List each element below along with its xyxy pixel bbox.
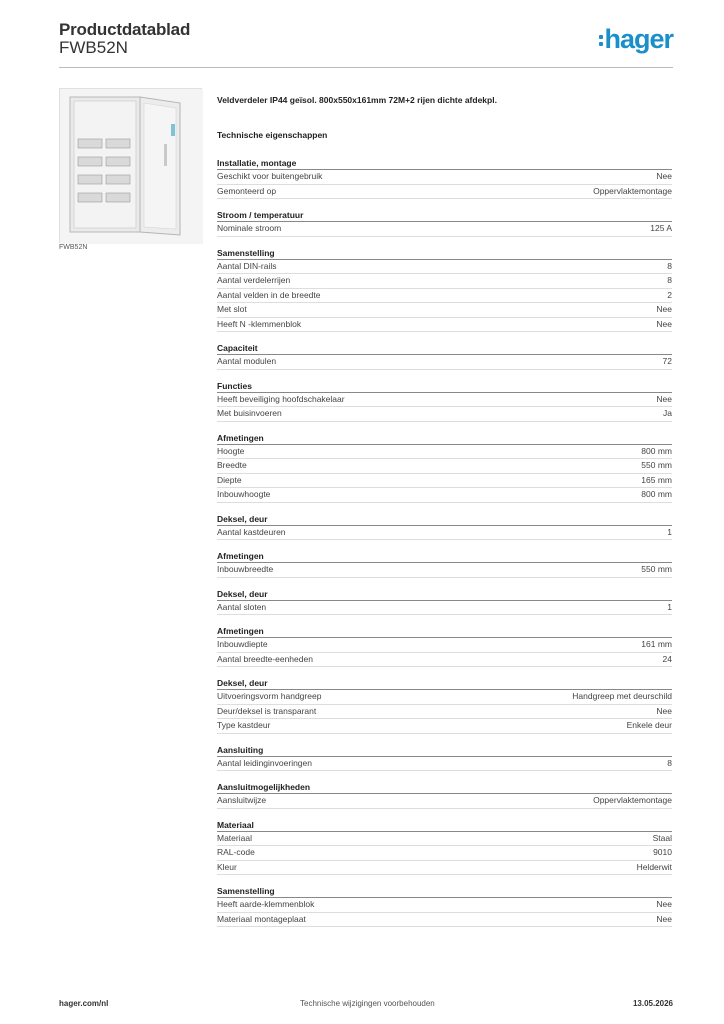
section-title: Functies <box>217 380 672 393</box>
spec-row <box>217 563 672 578</box>
spec-row <box>217 846 672 861</box>
tech-properties-heading: Technische eigenschappen <box>217 130 328 140</box>
spec-label: Aantal DIN-rails <box>217 260 277 271</box>
spec-label: Inbouwdiepte <box>217 639 268 649</box>
spec-section <box>217 625 672 667</box>
section-title: Deksel, deur <box>217 677 672 690</box>
spec-label: Uitvoeringsvorm handgreep <box>217 691 322 701</box>
spec-label: Materiaal <box>217 832 252 843</box>
spec-value: Ja <box>663 408 672 418</box>
spec-row <box>217 832 672 847</box>
spec-value: 161 mm <box>641 639 672 649</box>
footer-date: 13.05.2026 <box>632 999 673 1008</box>
spec-row <box>217 861 672 876</box>
spec-value: Enkele deur <box>626 720 672 730</box>
spec-section <box>217 342 672 370</box>
spec-value: 8 <box>667 757 672 768</box>
product-description: Veldverdeler IP44 geïsol. 800x550x161mm 72M+2 rijen dichte afdekpl. <box>217 95 497 105</box>
spec-row <box>217 705 672 720</box>
spec-label: Heeft beveiliging hoofdschakelaar <box>217 393 345 404</box>
section-title: Afmetingen <box>217 625 672 638</box>
spec-label: Deur/deksel is transparant <box>217 705 317 716</box>
spec-row <box>217 526 672 541</box>
section-title: Materiaal <box>217 819 672 832</box>
spec-label: Met slot <box>217 304 247 314</box>
section-title: Samenstelling <box>217 885 672 898</box>
spec-section <box>217 677 672 734</box>
spec-value: 800 mm <box>641 489 672 499</box>
spec-row <box>217 274 672 289</box>
spec-row <box>217 355 672 370</box>
spec-value: Oppervlaktemontage <box>593 185 672 196</box>
spec-sections <box>217 157 672 927</box>
spec-section <box>217 380 672 422</box>
spec-value: 8 <box>667 260 672 271</box>
section-title: Stroom / temperatuur <box>217 209 672 222</box>
spec-section <box>217 744 672 772</box>
spec-row <box>217 913 672 928</box>
logo-colon-icon <box>599 32 603 49</box>
spec-section <box>217 819 672 876</box>
footer-disclaimer: Technische wijzigingen voorbehouden <box>300 999 435 1008</box>
spec-row <box>217 719 672 734</box>
spec-label: Aantal kastdeuren <box>217 526 286 537</box>
spec-row <box>217 898 672 913</box>
spec-value: 9010 <box>653 847 672 857</box>
section-title: Afmetingen <box>217 432 672 445</box>
spec-row <box>217 407 672 422</box>
spec-value: 165 mm <box>641 474 672 485</box>
spec-row <box>217 260 672 275</box>
spec-row <box>217 601 672 616</box>
spec-row <box>217 488 672 503</box>
spec-value: Nee <box>656 899 672 909</box>
spec-value: 24 <box>662 653 672 664</box>
spec-label: Aantal leidinginvoeringen <box>217 757 312 768</box>
spec-section <box>217 588 672 616</box>
section-title: Deksel, deur <box>217 513 672 526</box>
logo-text: hager <box>604 24 673 54</box>
spec-row <box>217 185 672 200</box>
spec-row <box>217 222 672 237</box>
footer-website: hager.com/nl <box>59 999 109 1008</box>
spec-value: Nee <box>656 705 672 716</box>
spec-section <box>217 209 672 237</box>
spec-row <box>217 474 672 489</box>
product-image <box>59 88 202 243</box>
spec-label: Aantal breedte-eenheden <box>217 653 313 664</box>
spec-row <box>217 445 672 460</box>
spec-value: 550 mm <box>641 460 672 470</box>
spec-row <box>217 393 672 408</box>
spec-row <box>217 638 672 653</box>
spec-value: Oppervlaktemontage <box>593 795 672 805</box>
spec-section <box>217 432 672 503</box>
spec-label: Kleur <box>217 861 237 872</box>
spec-section <box>217 781 672 809</box>
spec-label: Materiaal montageplaat <box>217 913 306 924</box>
spec-row <box>217 757 672 772</box>
spec-value: 8 <box>667 275 672 285</box>
spec-row <box>217 794 672 809</box>
spec-label: Aansluitwijze <box>217 795 267 805</box>
spec-value: Nee <box>656 393 672 404</box>
spec-label: Diepte <box>217 474 242 485</box>
spec-value: Handgreep met deurschild <box>572 691 672 701</box>
spec-label: Aantal velden in de breedte <box>217 289 321 300</box>
spec-value: 1 <box>667 601 672 612</box>
spec-row <box>217 653 672 668</box>
spec-label: Hoogte <box>217 445 245 456</box>
spec-label: Type kastdeur <box>217 720 271 730</box>
spec-content <box>217 95 672 937</box>
spec-row <box>217 303 672 318</box>
spec-value: 72 <box>662 356 672 366</box>
page-title: Productdatablad <box>59 20 191 39</box>
section-title: Capaciteit <box>217 342 672 355</box>
section-title: Afmetingen <box>217 550 672 563</box>
spec-label: Inbouwbreedte <box>217 564 274 574</box>
spec-section <box>217 550 672 578</box>
spec-label: Aantal verdelerrijen <box>217 275 291 285</box>
distribution-cabinet-icon <box>60 89 203 244</box>
hager-logo <box>599 26 673 53</box>
spec-row <box>217 170 672 185</box>
spec-value: Nee <box>656 304 672 314</box>
spec-value: 125 A <box>650 223 672 233</box>
section-title: Aansluitmogelijkheden <box>217 781 672 794</box>
spec-section <box>217 885 672 927</box>
spec-value: Helderwit <box>636 861 672 872</box>
spec-value: Nee <box>656 171 672 181</box>
section-title: Deksel, deur <box>217 588 672 601</box>
header-divider <box>59 67 673 68</box>
section-title: Samenstelling <box>217 247 672 260</box>
spec-label: Met buisinvoeren <box>217 408 282 418</box>
section-title: Aansluiting <box>217 744 672 757</box>
spec-label: Aantal modulen <box>217 356 277 366</box>
spec-section <box>217 157 672 199</box>
spec-label: Breedte <box>217 460 247 470</box>
product-code: FWB52N <box>59 38 128 57</box>
spec-label: Heeft aarde-klemmenblok <box>217 899 315 909</box>
spec-value: 2 <box>667 289 672 300</box>
spec-value: 1 <box>667 526 672 537</box>
spec-section <box>217 247 672 333</box>
spec-value: 550 mm <box>641 564 672 574</box>
spec-label: Nominale stroom <box>217 223 282 233</box>
spec-value: Nee <box>656 913 672 924</box>
spec-label: Inbouwhoogte <box>217 489 271 499</box>
image-caption: FWB52N <box>59 244 88 251</box>
spec-label: Aantal sloten <box>217 601 267 612</box>
spec-value: 800 mm <box>641 445 672 456</box>
spec-label: Heeft N -klemmenblok <box>217 318 302 329</box>
spec-section <box>217 513 672 541</box>
spec-row <box>217 289 672 304</box>
spec-row <box>217 690 672 705</box>
spec-label: RAL-code <box>217 847 255 857</box>
spec-label: Gemonteerd op <box>217 185 277 196</box>
spec-row <box>217 318 672 333</box>
section-title: Installatie, montage <box>217 157 672 170</box>
spec-label: Geschikt voor buitengebruik <box>217 171 323 181</box>
spec-value: Nee <box>656 318 672 329</box>
spec-value: Staal <box>652 832 672 843</box>
spec-row <box>217 459 672 474</box>
